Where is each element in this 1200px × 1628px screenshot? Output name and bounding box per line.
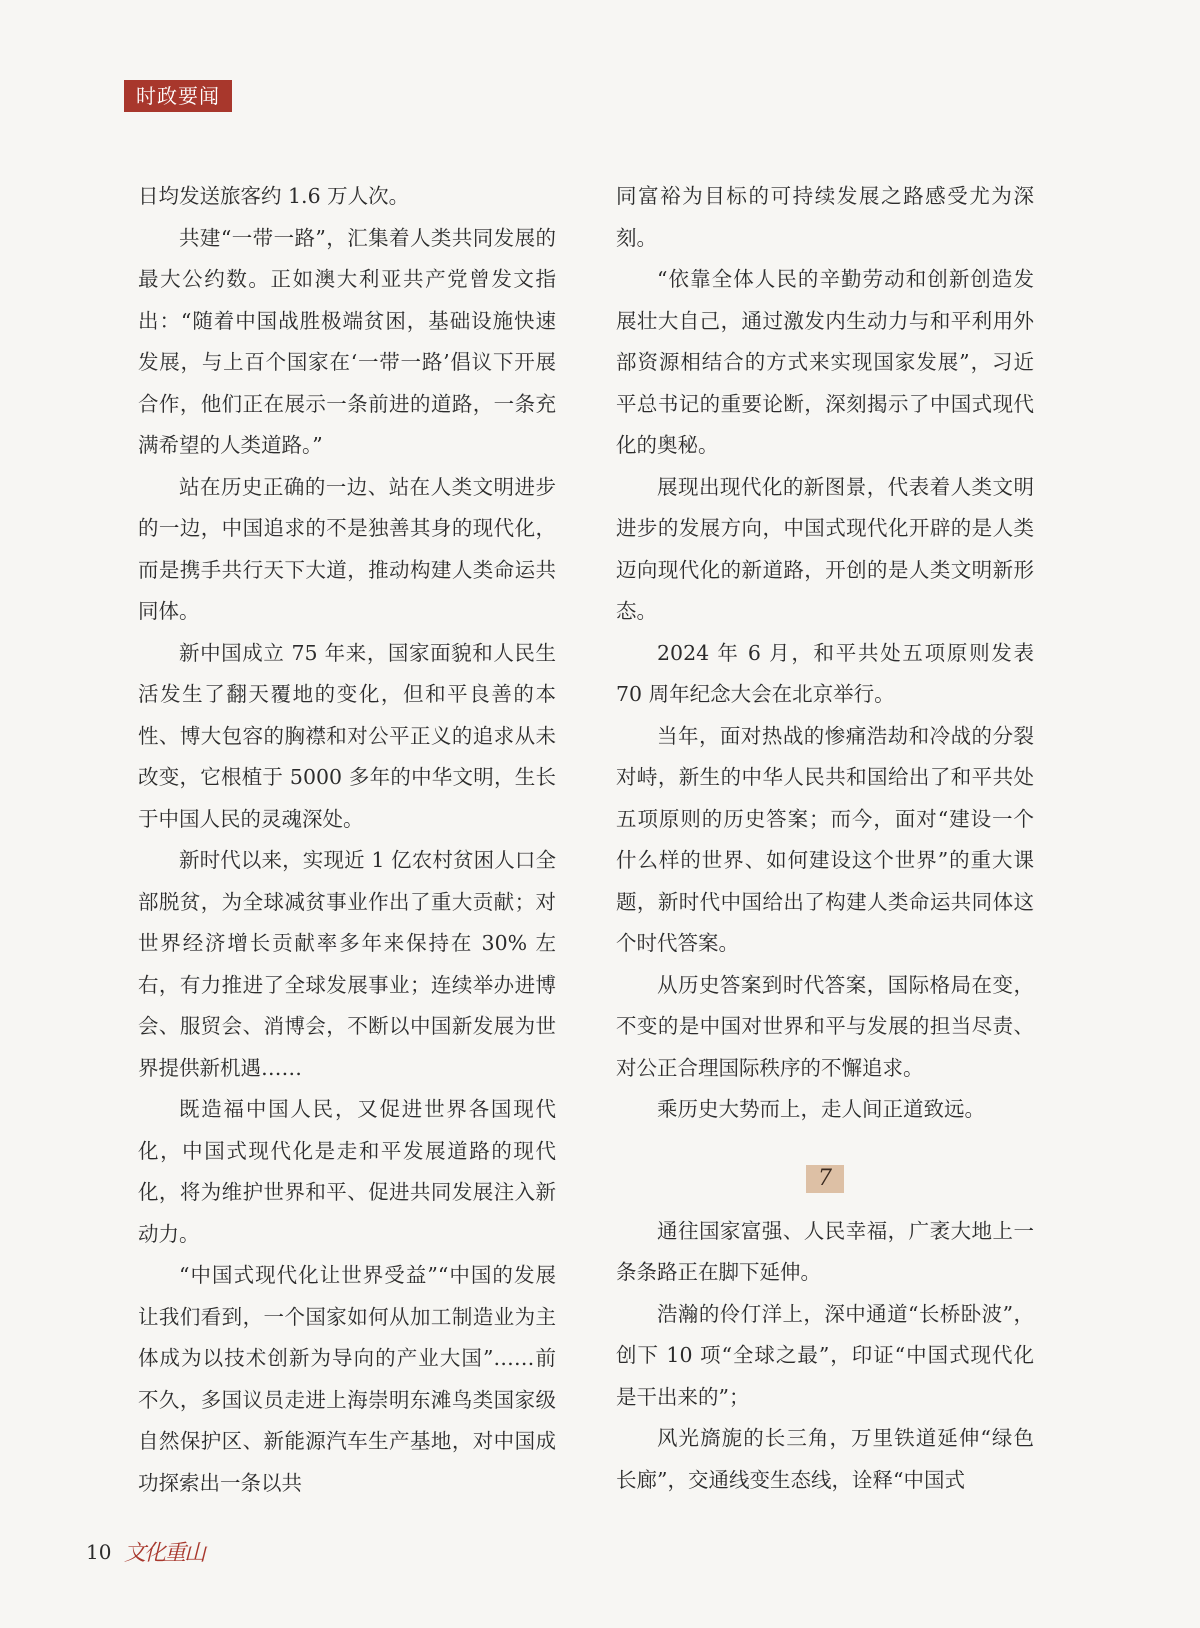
paragraph: “中国式现代化让世界受益”“中国的发展让我们看到，一个国家如何从加工制造业为主体成为以技术创新为导向的产业大国”……前不久，多国议员走进上海崇明东滩鸟类国家级自然保护区、新能源汽车生产基地，对中国成功探索出一条以共 (138, 1263, 556, 1495)
paragraph: 当年，面对热战的惨痛浩劫和冷战的分裂对峙，新生的中华人民共和国给出了和平共处五项原则的历史答案；而今，面对“建设一个什么样的世界、如何建设这个世界”的重大课题，新时代中国给出了构建人类命运共同体这个时代答案。 (616, 723, 1034, 955)
paragraph: 共建“一带一路”，汇集着人类共同发展的最大公约数。正如澳大利亚共产党曾发文指出：“随着中国战胜极端贫困，基础设施快速发展，与上百个国家在‘一带一路’倡议下开展合作，他们正在展示一条前进的道路，一条充满希望的人类道路。” (138, 225, 556, 457)
paragraph: 乘历史大势而上，走人间正道致远。 (657, 1097, 985, 1121)
section-number-badge: 7 (806, 1165, 844, 1193)
paragraph: 风光旖旎的长三角，万里铁道延伸“绿色长廊”，交通线变生态线，诠释“中国式 (616, 1426, 1034, 1492)
left-column (138, 176, 556, 1504)
page-number: 10 (86, 1540, 112, 1564)
paragraph: 从历史答案到时代答案，国际格局在变，不变的是中国对世界和平与发展的担当尽责、对公正合理国际秩序的不懈追求。 (616, 972, 1034, 1080)
section-tag: 时政要闻 (124, 80, 232, 112)
paragraph: 通往国家富强、人民幸福，广袤大地上一条条路正在脚下延伸。 (616, 1218, 1034, 1284)
paragraph: 既造福中国人民，又促进世界各国现代化，中国式现代化是走和平发展道路的现代化，将为维护世界和平、促进共同发展注入新动力。 (138, 1097, 556, 1246)
paragraph: 同富裕为目标的可持续发展之路感受尤为深刻。 (616, 184, 1034, 250)
paragraph: 新中国成立 75 年来，国家面貌和人民生活发生了翻天覆地的变化，但和平良善的本性、博大包容的胸襟和对公平正义的追求从未改变，它根植于 5000 多年的中华文明，生长于中国人民的灵魂深处。 (138, 640, 556, 831)
paragraph: 新时代以来，实现近 1 亿农村贫困人口全部脱贫，为全球减贫事业作出了重大贡献；对世界经济增长贡献率多年来保持在 30% 左右，有力推进了全球发展事业；连续举办进博会、服贸会、消博会，不断以中国新发展为世界提供新机遇…… (138, 848, 556, 1080)
paragraph: 2024 年 6 月，和平共处五项原则发表 70 周年纪念大会在北京举行。 (616, 640, 1034, 706)
paragraph: 展现出现代化的新图景，代表着人类文明进步的发展方向，中国式现代化开辟的是人类迈向现代化的新道路，开创的是人类文明新形态。 (616, 474, 1034, 623)
paragraph: 浩瀚的伶仃洋上，深中通道“长桥卧波”，创下 10 项“全球之最”，印证“中国式现代化是干出来的”； (616, 1301, 1034, 1409)
paragraph: 日均发送旅客约 1.6 万人次。 (138, 184, 410, 208)
paragraph: 站在历史正确的一边、站在人类文明进步的一边，中国追求的不是独善其身的现代化，而是携手共行天下大道，推动构建人类命运共同体。 (138, 474, 556, 623)
paragraph: “依靠全体人民的辛勤劳动和创新创造发展壮大自己，通过激发内生动力与和平利用外部资源相结合的方式来实现国家发展”，习近平总书记的重要论断，深刻揭示了中国式现代化的奥秘。 (616, 267, 1034, 457)
right-column (616, 176, 1034, 1501)
magazine-logo: 文化重山 (124, 1541, 205, 1566)
